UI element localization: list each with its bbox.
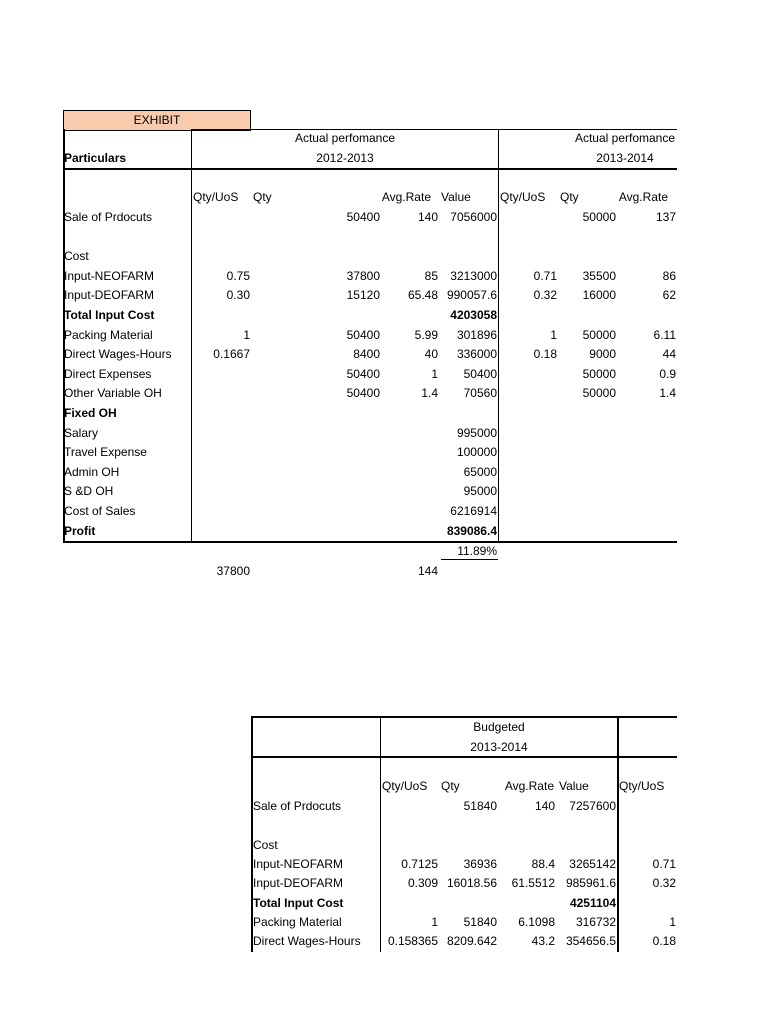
row-label[interactable]: Sale of Prdocuts bbox=[64, 210, 153, 224]
budget-row-cell[interactable]: 4251104 bbox=[569, 896, 616, 910]
row-cell[interactable]: 95000 bbox=[463, 484, 497, 498]
hdr2-avgrate: Avg.Rate bbox=[618, 190, 668, 204]
row-cell[interactable] bbox=[190, 306, 250, 325]
row-cell[interactable] bbox=[502, 228, 557, 247]
hdr2-qty: Qty bbox=[560, 190, 579, 204]
row-cell[interactable] bbox=[280, 482, 380, 501]
budget-row-label[interactable]: Packing Material bbox=[253, 915, 342, 929]
row-cell[interactable]: 44 bbox=[662, 347, 676, 361]
row-cell[interactable]: 1 bbox=[431, 367, 438, 381]
budget-row-cell[interactable]: 140 bbox=[534, 799, 555, 813]
extra-rate: 144 bbox=[417, 564, 438, 578]
hdr1-avgrate: Avg.Rate bbox=[381, 190, 431, 204]
row-cell[interactable] bbox=[440, 404, 497, 423]
row-cell[interactable] bbox=[383, 522, 438, 541]
row-cell[interactable]: 1.4 bbox=[659, 386, 676, 400]
row-cell[interactable] bbox=[383, 228, 438, 247]
row-cell[interactable] bbox=[502, 365, 557, 384]
top-table-col-divider-2 bbox=[498, 129, 499, 542]
row-cell[interactable] bbox=[559, 306, 616, 325]
budget-row-cell[interactable]: 3265142 bbox=[569, 857, 616, 871]
row-cell[interactable]: 140 bbox=[417, 210, 438, 224]
row-cell[interactable] bbox=[502, 463, 557, 482]
profit-percentage: 11.89% bbox=[457, 544, 497, 558]
budget-row-label[interactable]: Input-DEOFARM bbox=[253, 876, 344, 890]
row-cell[interactable] bbox=[280, 404, 380, 423]
row-cell[interactable] bbox=[280, 463, 380, 482]
budget-row-cell[interactable]: 61.5512 bbox=[511, 876, 555, 890]
bhdr2-qtyuos: Qty/UoS bbox=[619, 779, 665, 793]
row-cell[interactable] bbox=[502, 384, 557, 403]
budget-row-cell[interactable] bbox=[498, 894, 555, 913]
row-cell[interactable] bbox=[559, 247, 616, 266]
budget-row-cell[interactable] bbox=[619, 894, 676, 913]
row-cell[interactable] bbox=[559, 443, 616, 462]
row-cell[interactable]: 65.48 bbox=[407, 288, 438, 302]
row-cell[interactable]: 995000 bbox=[456, 426, 497, 440]
row-cell[interactable] bbox=[190, 482, 250, 501]
budget-row-label[interactable]: Direct Wages-Hours bbox=[253, 934, 361, 948]
budget-row-cell[interactable] bbox=[498, 836, 555, 855]
budget-row-cell[interactable]: 51840 bbox=[463, 799, 497, 813]
row-cell[interactable] bbox=[619, 522, 676, 541]
budget-row-cell[interactable] bbox=[556, 836, 616, 855]
row-cell[interactable] bbox=[619, 424, 676, 443]
budget-row-cell[interactable]: 316732 bbox=[575, 915, 616, 929]
row-cell[interactable] bbox=[619, 502, 676, 521]
col2-year: 2013-2014 bbox=[596, 151, 654, 165]
budget-row-cell[interactable] bbox=[382, 797, 438, 816]
row-cell[interactable]: 1 bbox=[550, 328, 557, 342]
row-cell[interactable] bbox=[280, 502, 380, 521]
row-cell[interactable] bbox=[190, 365, 250, 384]
hdr1-qty: Qty bbox=[253, 190, 272, 204]
row-cell[interactable] bbox=[383, 482, 438, 501]
row-cell[interactable] bbox=[619, 247, 676, 266]
budget-row-cell[interactable]: 0.7125 bbox=[401, 857, 438, 871]
row-cell[interactable] bbox=[383, 306, 438, 325]
bhdr-qty: Qty bbox=[441, 779, 460, 793]
row-cell[interactable] bbox=[502, 306, 557, 325]
row-cell[interactable] bbox=[559, 404, 616, 423]
col2-title: Actual perfomance bbox=[574, 131, 676, 145]
budget-row-cell[interactable] bbox=[619, 816, 676, 835]
row-cell[interactable]: 35500 bbox=[582, 269, 616, 283]
row-cell[interactable]: 8400 bbox=[353, 347, 380, 361]
row-cell[interactable] bbox=[280, 306, 380, 325]
row-cell[interactable]: 50000 bbox=[582, 210, 616, 224]
row-label[interactable]: Salary bbox=[64, 426, 99, 440]
row-cell[interactable]: 0.71 bbox=[533, 269, 557, 283]
hdr1-qtyuos: Qty/UoS bbox=[193, 190, 239, 204]
budget-row-cell[interactable] bbox=[498, 816, 555, 835]
extra-qty: 37800 bbox=[216, 564, 250, 578]
row-cell[interactable] bbox=[619, 306, 676, 325]
row-cell[interactable] bbox=[383, 247, 438, 266]
row-cell[interactable] bbox=[440, 228, 497, 247]
col1-year: 2012-2013 bbox=[316, 151, 374, 165]
top-table-bottom-border bbox=[63, 541, 677, 543]
row-label[interactable]: Direct Expenses bbox=[64, 367, 152, 381]
row-label[interactable]: Other Variable OH bbox=[64, 386, 162, 400]
row-cell[interactable] bbox=[502, 424, 557, 443]
row-cell[interactable]: 40 bbox=[424, 347, 438, 361]
budget-row-cell[interactable] bbox=[556, 816, 616, 835]
row-cell[interactable]: 85 bbox=[424, 269, 438, 283]
bhdr-qtyuos: Qty/UoS bbox=[382, 779, 428, 793]
row-cell[interactable] bbox=[559, 482, 616, 501]
budget-row-cell[interactable]: 51840 bbox=[463, 915, 497, 929]
budget-row-cell[interactable]: 6.1098 bbox=[518, 915, 555, 929]
row-cell[interactable]: 9000 bbox=[589, 347, 616, 361]
budget-row-cell[interactable]: 0.71 bbox=[652, 857, 676, 871]
budget-row-label[interactable]: Total Input Cost bbox=[253, 896, 344, 910]
budget-row-label[interactable]: Input-NEOFARM bbox=[253, 857, 344, 871]
row-cell[interactable]: 4203058 bbox=[450, 308, 497, 322]
row-cell[interactable] bbox=[559, 424, 616, 443]
row-cell[interactable] bbox=[440, 247, 497, 266]
row-cell[interactable] bbox=[559, 463, 616, 482]
row-cell[interactable] bbox=[280, 522, 380, 541]
row-cell[interactable] bbox=[280, 247, 380, 266]
budget-row-cell[interactable]: 1 bbox=[669, 915, 676, 929]
row-cell[interactable] bbox=[619, 482, 676, 501]
row-label[interactable]: S &D OH bbox=[64, 484, 114, 498]
row-cell[interactable] bbox=[619, 463, 676, 482]
row-cell[interactable] bbox=[502, 482, 557, 501]
row-cell[interactable]: 6216914 bbox=[450, 504, 497, 518]
row-cell[interactable] bbox=[619, 443, 676, 462]
row-cell[interactable]: 86 bbox=[662, 269, 676, 283]
row-cell[interactable] bbox=[502, 522, 557, 541]
row-cell[interactable] bbox=[190, 404, 250, 423]
bhdr-value: Value bbox=[559, 779, 589, 793]
budget-row-cell[interactable]: 0.18 bbox=[652, 934, 676, 948]
row-cell[interactable]: 137 bbox=[655, 210, 676, 224]
row-cell[interactable]: 50000 bbox=[582, 328, 616, 342]
row-cell[interactable] bbox=[559, 502, 616, 521]
row-cell[interactable] bbox=[190, 463, 250, 482]
row-label[interactable]: Input-NEOFARM bbox=[64, 269, 155, 283]
row-label[interactable]: Cost of Sales bbox=[64, 504, 136, 518]
budget-row-cell[interactable] bbox=[619, 836, 676, 855]
row-cell[interactable] bbox=[619, 404, 676, 423]
row-cell[interactable]: 50400 bbox=[463, 367, 497, 381]
budget-row-cell[interactable]: 88.4 bbox=[531, 857, 555, 871]
row-cell[interactable] bbox=[502, 208, 557, 227]
row-cell[interactable]: 70560 bbox=[463, 386, 497, 400]
row-cell[interactable] bbox=[383, 502, 438, 521]
budget-row-cell[interactable] bbox=[382, 894, 438, 913]
row-cell[interactable]: 50400 bbox=[346, 210, 380, 224]
row-cell[interactable] bbox=[559, 522, 616, 541]
row-cell[interactable]: 0.9 bbox=[659, 367, 676, 381]
row-label[interactable]: Admin OH bbox=[64, 465, 120, 479]
row-cell[interactable] bbox=[559, 228, 616, 247]
budget-row-cell[interactable] bbox=[439, 894, 497, 913]
row-cell[interactable]: 1.4 bbox=[421, 386, 438, 400]
row-cell[interactable]: 37800 bbox=[346, 269, 380, 283]
budget-row-cell[interactable]: 0.32 bbox=[652, 876, 676, 890]
row-cell[interactable] bbox=[502, 247, 557, 266]
budget-row-cell[interactable]: 7257600 bbox=[569, 799, 616, 813]
row-label[interactable]: Total Input Cost bbox=[64, 308, 155, 322]
row-cell[interactable] bbox=[190, 228, 250, 247]
budget-row-cell[interactable]: 16018.56 bbox=[446, 876, 497, 890]
row-cell[interactable]: 301896 bbox=[456, 328, 497, 342]
row-cell[interactable] bbox=[190, 522, 250, 541]
row-cell[interactable] bbox=[383, 404, 438, 423]
budget-title: Budgeted bbox=[473, 720, 525, 734]
row-cell[interactable] bbox=[383, 443, 438, 462]
budget-row-cell[interactable] bbox=[619, 797, 676, 816]
budget-row-cell[interactable] bbox=[439, 836, 497, 855]
budget-row-cell[interactable] bbox=[382, 836, 438, 855]
row-cell[interactable] bbox=[383, 424, 438, 443]
row-label[interactable]: Cost bbox=[64, 249, 89, 263]
budget-row-cell[interactable]: 354656.5 bbox=[565, 934, 616, 948]
row-cell[interactable] bbox=[619, 228, 676, 247]
row-cell[interactable]: 16000 bbox=[582, 288, 616, 302]
row-cell[interactable]: 336000 bbox=[456, 347, 497, 361]
row-cell[interactable]: 50000 bbox=[582, 386, 616, 400]
row-label[interactable]: Direct Wages-Hours bbox=[64, 347, 172, 361]
row-cell[interactable] bbox=[502, 404, 557, 423]
row-cell[interactable]: 65000 bbox=[463, 465, 497, 479]
row-label[interactable]: Input-DEOFARM bbox=[64, 288, 155, 302]
row-cell[interactable] bbox=[502, 502, 557, 521]
budget-row-cell[interactable] bbox=[439, 816, 497, 835]
row-cell[interactable] bbox=[280, 424, 380, 443]
row-cell[interactable] bbox=[190, 443, 250, 462]
row-cell[interactable]: 1 bbox=[243, 328, 250, 342]
row-cell[interactable]: 5.99 bbox=[414, 328, 438, 342]
budget-row-cell[interactable]: 43.2 bbox=[531, 934, 555, 948]
row-cell[interactable] bbox=[190, 384, 250, 403]
row-cell[interactable] bbox=[502, 443, 557, 462]
row-cell[interactable] bbox=[383, 463, 438, 482]
budget-row-cell[interactable] bbox=[382, 816, 438, 835]
budget-year: 2013-2014 bbox=[470, 740, 528, 754]
row-cell[interactable]: 100000 bbox=[456, 445, 497, 459]
row-label[interactable]: Travel Expense bbox=[64, 445, 147, 459]
row-cell[interactable]: 3213000 bbox=[450, 269, 497, 283]
budget-row-cell[interactable]: 1 bbox=[431, 915, 438, 929]
particulars-label: Particulars bbox=[64, 151, 127, 165]
budget-row-cell[interactable]: 985961.6 bbox=[565, 876, 616, 890]
row-cell[interactable]: 50400 bbox=[346, 367, 380, 381]
col1-title: Actual perfomance bbox=[294, 131, 396, 145]
row-cell[interactable]: 50400 bbox=[346, 328, 380, 342]
row-cell[interactable] bbox=[190, 208, 250, 227]
budget-row-cell[interactable]: 36936 bbox=[463, 857, 497, 871]
row-cell[interactable]: 62 bbox=[662, 288, 676, 302]
row-label[interactable]: Packing Material bbox=[64, 328, 153, 342]
row-cell[interactable]: 0.30 bbox=[226, 288, 250, 302]
row-cell[interactable]: 6.11 bbox=[653, 328, 676, 342]
top-table-header-divider bbox=[63, 168, 677, 170]
row-cell[interactable]: 50400 bbox=[346, 386, 380, 400]
row-cell[interactable]: 0.1667 bbox=[213, 347, 250, 361]
row-cell[interactable] bbox=[190, 502, 250, 521]
row-label[interactable]: Profit bbox=[64, 524, 96, 538]
row-cell[interactable] bbox=[190, 424, 250, 443]
row-cell[interactable] bbox=[280, 443, 380, 462]
budget-row-label[interactable]: Sale of Prdocuts bbox=[253, 799, 342, 813]
row-cell[interactable]: 50000 bbox=[582, 367, 616, 381]
row-cell[interactable] bbox=[280, 228, 380, 247]
hdr2-qtyuos: Qty/UoS bbox=[500, 190, 546, 204]
row-cell[interactable]: 839086.4 bbox=[446, 524, 497, 538]
row-cell[interactable]: 7056000 bbox=[450, 210, 497, 224]
exhibit-header-cell[interactable]: EXHIBIT bbox=[63, 110, 251, 131]
row-cell[interactable]: 0.18 bbox=[533, 347, 557, 361]
row-label[interactable]: Fixed OH bbox=[64, 406, 117, 420]
hdr1-value: Value bbox=[441, 190, 471, 204]
bhdr-avgrate: Avg.Rate bbox=[504, 779, 554, 793]
row-cell[interactable]: 0.32 bbox=[533, 288, 557, 302]
row-cell[interactable]: 15120 bbox=[346, 288, 380, 302]
budget-row-cell[interactable]: 0.309 bbox=[407, 876, 438, 890]
row-cell[interactable]: 0.75 bbox=[226, 269, 250, 283]
row-cell[interactable]: 990057.6 bbox=[446, 288, 497, 302]
budget-row-cell[interactable]: 0.158365 bbox=[387, 934, 438, 948]
budget-row-cell[interactable]: 8209.642 bbox=[446, 934, 497, 948]
budget-row-label[interactable]: Cost bbox=[253, 838, 278, 852]
row-cell[interactable] bbox=[190, 247, 250, 266]
